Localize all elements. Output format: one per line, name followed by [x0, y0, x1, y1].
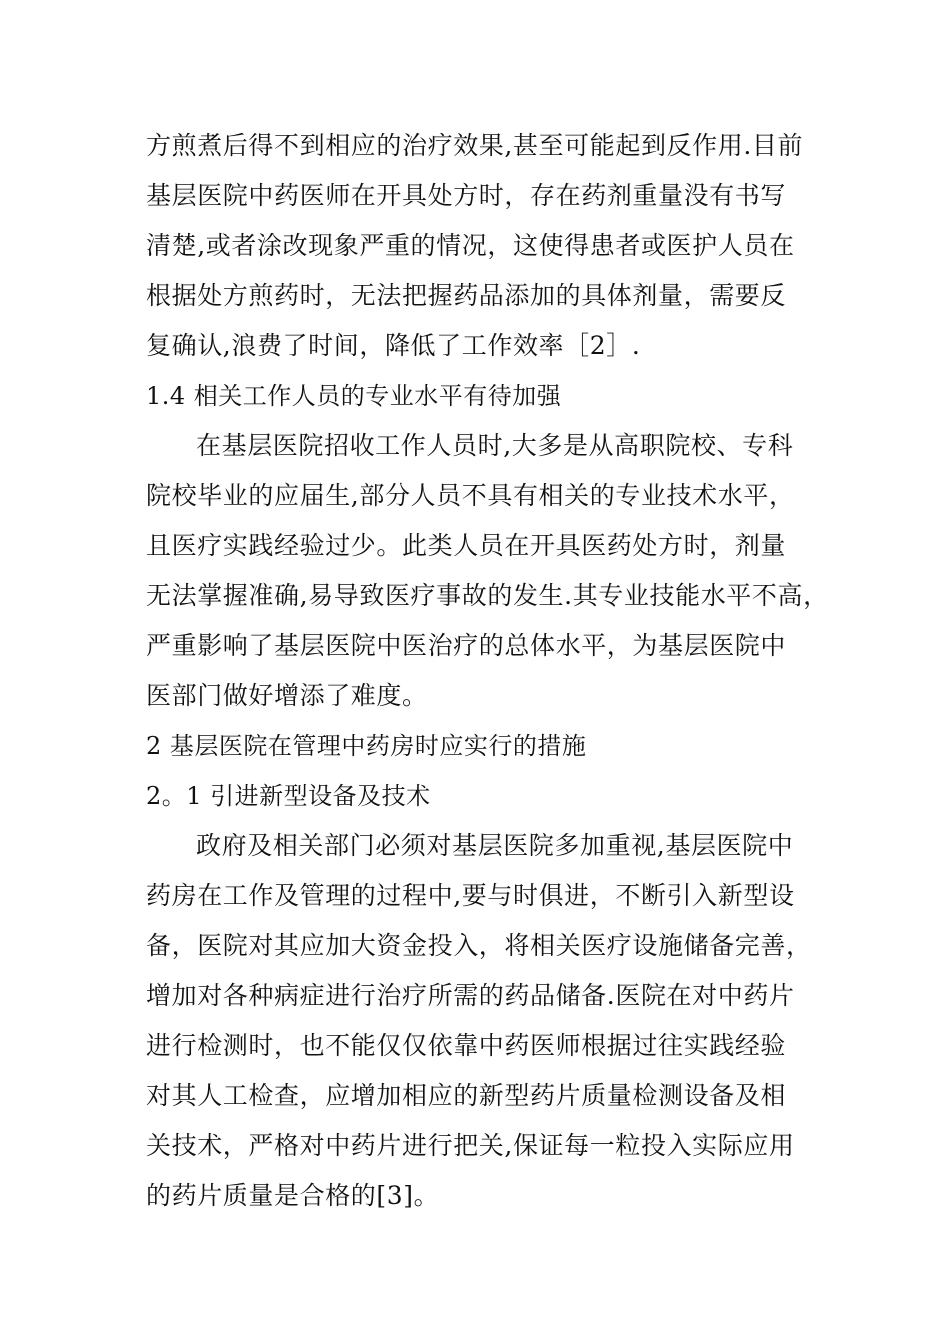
paragraph-line: 且医疗实践经验过少。此类人员在开具医药处方时，剂量 — [146, 531, 787, 560]
paragraph-line: 无法掌握准确,易导致医疗事故的发生.其专业技能水平不高， — [146, 581, 829, 610]
paragraph-line: 根据处方煎药时，无法把握药品添加的具体剂量，需要反 — [146, 281, 787, 310]
section-heading-2: 2 基层医院在管理中药房时应实行的措施 — [146, 732, 587, 760]
paragraph-first-line: 政府及相关部门必须对基层医院多加重视,基层医院中 — [196, 831, 794, 860]
paragraph-line: 关技术，严格对中药片进行把关,保证每一粒投入实际应用 — [146, 1131, 795, 1160]
paragraph-line: 对其人工检查，应增加相应的新型药片质量检测设备及相 — [146, 1081, 787, 1110]
paragraph-line: 清楚,或者涂改现象严重的情况，这使得患者或医护人员在 — [146, 231, 795, 260]
paragraph-line: 药房在工作及管理的过程中,要与时俱进，不断引入新型设 — [146, 881, 795, 910]
paragraph-line: 院校毕业的应届生,部分人员不具有相关的专业技术水平， — [146, 481, 795, 510]
section-heading-1-4: 1.4 相关工作人员的专业水平有待加强 — [146, 382, 562, 410]
paragraph-line: 复确认,浪费了时间，降低了工作效率［2］. — [146, 331, 641, 360]
paragraph-line: 的药片质量是合格的[3]。 — [146, 1181, 440, 1210]
paragraph-line: 基层医院中药医师在开具处方时，存在药剂重量没有书写 — [146, 181, 787, 210]
paragraph-first-line: 在基层医院招收工作人员时,大多是从高职院校、专科 — [196, 431, 794, 460]
paragraph-line: 进行检测时，也不能仅仅依靠中药医师根据过往实践经验 — [146, 1031, 787, 1060]
paragraph-line: 方煎煮后得不到相应的治疗效果,甚至可能起到反作用.目前 — [146, 131, 804, 160]
paragraph-line: 增加对各种病症进行治疗所需的药品储备.医院在对中药片 — [146, 981, 795, 1010]
paragraph-line: 医部门做好增添了难度。 — [146, 681, 428, 710]
paragraph-line: 备，医院对其应加大资金投入，将相关医疗设施储备完善， — [146, 931, 812, 960]
section-heading-2-1: 2。1 引进新型设备及技术 — [146, 782, 431, 810]
paragraph-line: 严重影响了基层医院中医治疗的总体水平，为基层医院中 — [146, 631, 787, 660]
